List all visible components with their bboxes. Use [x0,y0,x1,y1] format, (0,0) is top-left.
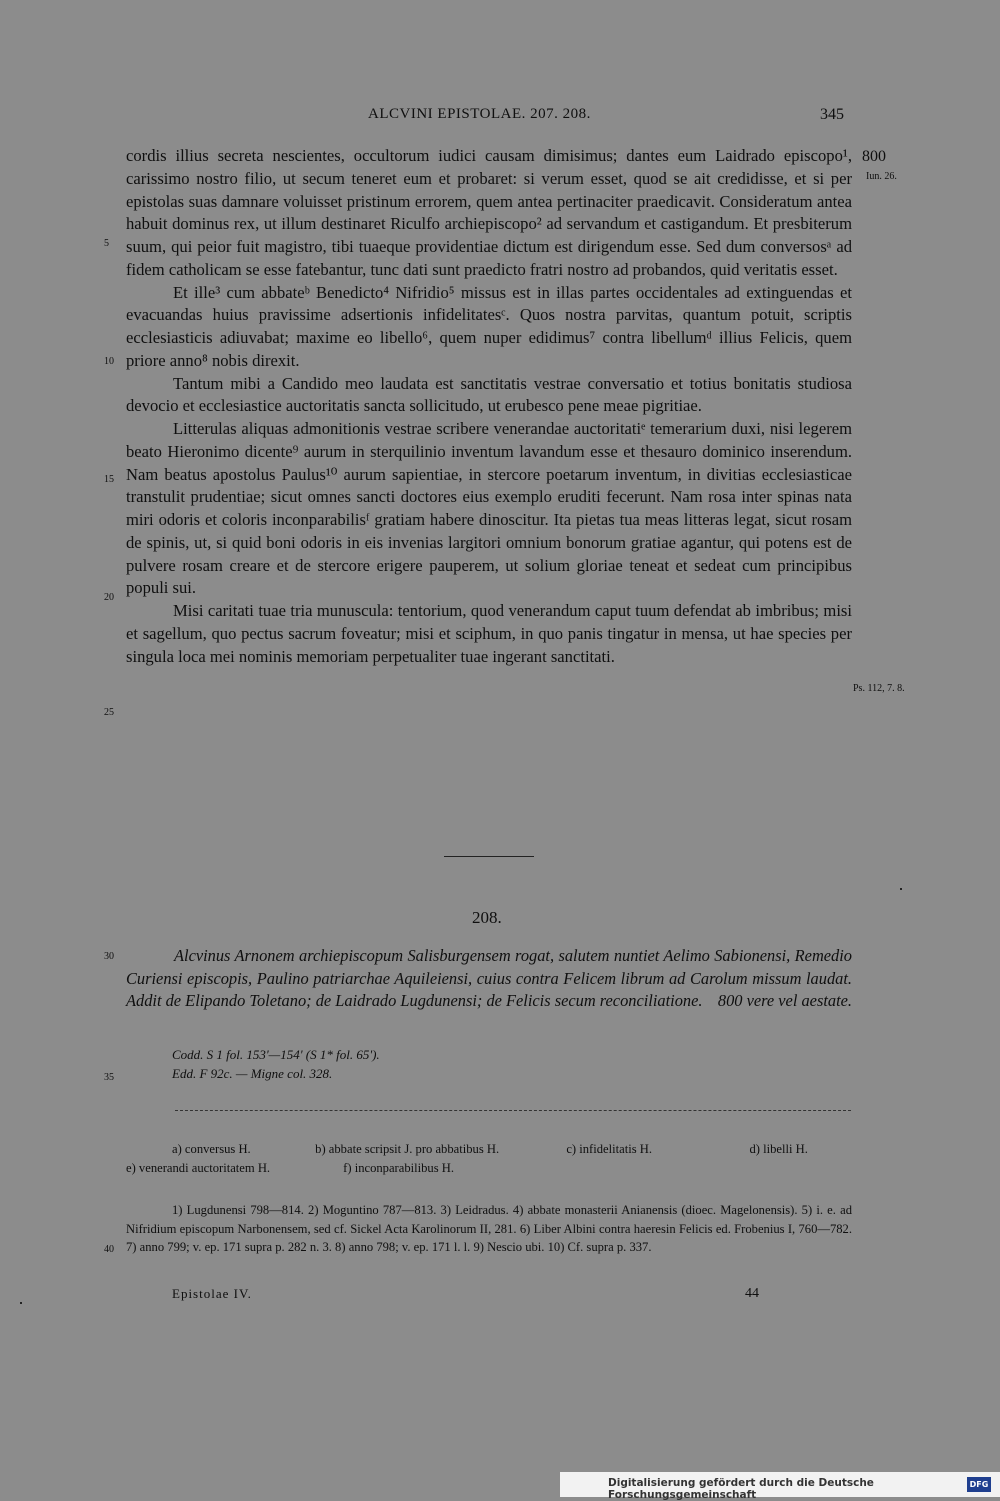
running-head: ALCVINI EPISTOLAE. 207. 208. [368,106,591,122]
line-number-35: 35 [104,1072,114,1083]
textual-note-a: a) conversus H. [172,1142,251,1156]
line-number-30: 30 [104,951,114,962]
volume-signature: Epistolae IV. [172,1286,252,1301]
editions-line: Edd. F 92c. — Migne col. 328. [172,1066,333,1081]
textual-note-d: d) libelli H. [749,1142,808,1156]
line-number-40: 40 [104,1244,114,1255]
textual-notes-row-1 [172,1140,852,1159]
textual-notes-row-2 [126,1159,852,1178]
line-number-15: 15 [104,474,114,485]
line-number-25: 25 [104,707,114,718]
textual-note-c: c) infidelitatis H. [566,1142,652,1156]
letter-body [126,145,852,668]
regest-date: 800 vere vel aestate. [717,991,852,1010]
paragraph-2: Et ille³ cum abbateᵇ Benedicto⁴ Nifridio⁵ missus est in illas partes occidentales ad extinguendas et evacuandas huius pravissime adsertionis infidelitatesᶜ. Quos nostra parvitas, quantum potuit, scriptis ecclesiasticis adiuvabat; maxime eo libello⁶, quem nuper edidimus⁷ contra libellumᵈ illius Felicis, quem priore anno⁸ nobis direxit. [126,282,852,370]
regest [126,945,852,1013]
speck [20,1302,22,1304]
margin-date: Iun. 26. [866,171,897,182]
line-number-10: 10 [104,356,114,367]
document-number: 208. [472,908,502,927]
dfg-banner-text: Digitalisierung gefördert durch die Deutsche Forschungsgemeinschaft [608,1477,874,1501]
section-separator [444,856,534,857]
paragraph-3: Tantum mibi a Candido meo laudata est sanctitatis vestrae conversatio et totius bonitatis studiosa devocio et ecclesiastice auctoritatis sancta sollicitudo, ut erubesco pene meae pigritiae. [126,373,852,416]
codices-line: Codd. S 1 fol. 153'—154' (S 1* fol. 65'). [172,1047,380,1062]
footnotes: 1) Lugdunensi 798—814. 2) Moguntino 787—813. 3) Leidradus. 4) abbate monasterii Anianensis (dioec. Magelonensis). 5) i. e. ad Nifridium episcopum Narbonensem, sed cf. Sickel Acta Karolinorum II, 281. 6) Liber Albini contra haeresin Felicis ed. Frobenius I, 760—782. 7) anno 799; v. ep. 171 supra p. 282 n. 3. 8) anno 798; v. ep. 171 l. l. 9) Nescio ubi. 10) Cf. supra p. 337. [126,1203,852,1254]
paragraph-1: cordis illius secreta nescientes, occultorum iudici causam dimisimus; dantes eum Laidrado episcopo¹, carissimo nostro filio, ut secum teneret eum et probaret: si verum esset, quod se ait credidisse, et si per epistolas suas damnare voluisset pristinum errorem, quem antea pertinaciter praedicavit. Consideratum antea habuit dominus rex, ut illum destinaret Riculfo archiepiscopo² ad servandum et castigandum. Et presbiterum suum, qui peior fuit magistro, tibi tuaeque providentiae dictum est dirigendum esse. Sed dum conversosᵃ ad fidem catholicam se esse fatebantur, tunc dati sunt praedicto fratri nostro ad probandos, quid veritatis esset. [126,146,852,279]
line-number-5: 5 [104,238,109,249]
line-number-20: 20 [104,592,114,603]
page-number: 345 [820,106,844,123]
textual-note-b: b) abbate scripsit J. pro abbatibus H. [315,1142,500,1156]
dfg-logo-icon[interactable]: DFG [967,1477,991,1492]
regest-text: Alcvinus Arnonem archiepiscopum Salisburgensem rogat, salutem nuntiet Aelimo Sabionensi, Remedio Curiensi episcopis, Paulino patriarchae Aquileiensi, cuius contra Felicem librum ad Carolum missum laudat. Addit de Elipando Toletano; de Laidrado Lugdunensi; de Felicis secum reconciliatione. [126,946,852,1010]
dfg-banner[interactable] [560,1472,1000,1501]
speck [900,888,902,890]
textual-note-e: e) venerandi auctoritatem H. [126,1161,271,1175]
textual-note-f: f) inconparabilibus H. [343,1161,455,1175]
margin-psalm-reference: Ps. 112, 7. 8. [853,683,905,694]
paragraph-5: Misi caritati tuae tria munuscula: tentorium, quod venerandum caput tuum defendat ab imbribus; misi et sagellum, quo pectus sacrum foveatur; misi et sciphum, in quo panis tingatur in mensa, ut hae species per singula loca mei nominis memoriam perpetualiter tuae ingerant sanctitati. [126,601,852,666]
margin-year: 800 [862,148,886,165]
sheet-signature: 44 [745,1286,759,1301]
paragraph-4: Litterulas aliquas admonitionis vestrae scribere venerandae auctoritatiᵉ temerarium duxi, nisi legerem beato Hieronimo dicente⁹ aurum in sterquilinio inventum lavandum esse et thesauro dominico inserendum. Nam beatus apostolus Paulus¹⁰ aurum sapientiae, in stercore poetarum inventum, in divitias ecclesiasticae transtulit prudentiae; sicut omnes sancti doctores eius exemplo eruditi fecerunt. Nam rosa inter spinas nata miri odoris et coloris inconparabilisᶠ gratiam habere dinoscitur. Ita pietas tua meas litteras legat, sicut rosam de spinis, ut, si quid boni odoris in eis invenias largitori omnium bonorum gratiae agantur, qui potens est de pulvere rosam creare et de stercore erigere pauperem, ut solium gloriae teneat et sedeat cum principibus populi sui. [126,419,852,598]
footnote-rule [175,1110,851,1111]
